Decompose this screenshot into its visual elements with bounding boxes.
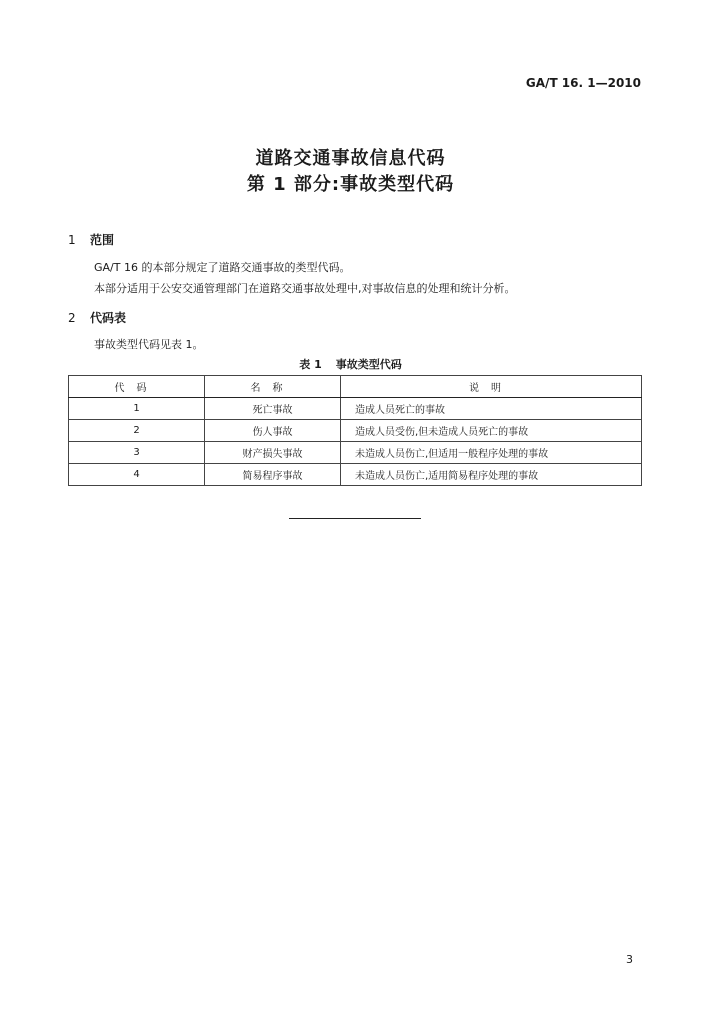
table-caption — [0, 356, 701, 372]
section-number: 1 — [68, 233, 76, 247]
document-subtitle: 第 1 部分:事故类型代码 — [246, 174, 455, 195]
scope-paragraph-1: GA/T 16 的本部分规定了道路交通事故的类型代码。 — [94, 261, 351, 274]
code-table-paragraph: 事故类型代码见表 1。 — [94, 338, 204, 351]
table-caption-label: 表 1 — [299, 358, 322, 371]
column-header-description: 说明 — [341, 376, 642, 398]
table-row — [69, 442, 642, 464]
cell-description: 未造成人员伤亡,适用简易程序处理的事故 — [341, 464, 642, 486]
table-header-row — [69, 376, 642, 398]
cell-name: 简易程序事故 — [205, 464, 341, 486]
cell-name: 死亡事故 — [205, 398, 341, 420]
cell-code: 3 — [69, 442, 205, 464]
accident-type-code-table — [68, 375, 642, 486]
page-number: 3 — [626, 953, 633, 966]
table-row — [69, 464, 642, 486]
cell-description: 未造成人员伤亡,但适用一般程序处理的事故 — [341, 442, 642, 464]
table-row — [69, 398, 642, 420]
section-number: 2 — [68, 311, 76, 325]
cell-code: 2 — [69, 420, 205, 442]
section-title: 范围 — [90, 233, 115, 247]
section-heading-scope — [68, 231, 114, 248]
section-heading-code-table — [68, 309, 126, 326]
document-title: 道路交通事故信息代码 — [255, 148, 446, 169]
section-title: 代码表 — [90, 311, 127, 325]
table-row — [69, 420, 642, 442]
column-header-code: 代码 — [69, 376, 205, 398]
cell-code: 1 — [69, 398, 205, 420]
cell-name: 伤人事故 — [205, 420, 341, 442]
standard-number: GA/T 16. 1—2010 — [525, 76, 641, 90]
cell-description: 造成人员受伤,但未造成人员死亡的事故 — [341, 420, 642, 442]
cell-name: 财产损失事故 — [205, 442, 341, 464]
cell-description: 造成人员死亡的事故 — [341, 398, 642, 420]
scope-paragraph-2: 本部分适用于公安交通管理部门在道路交通事故处理中,对事故信息的处理和统计分析。 — [94, 282, 516, 295]
end-of-standard-line — [289, 518, 421, 519]
table-caption-title: 事故类型代码 — [335, 358, 402, 371]
cell-code: 4 — [69, 464, 205, 486]
column-header-name: 名称 — [205, 376, 341, 398]
